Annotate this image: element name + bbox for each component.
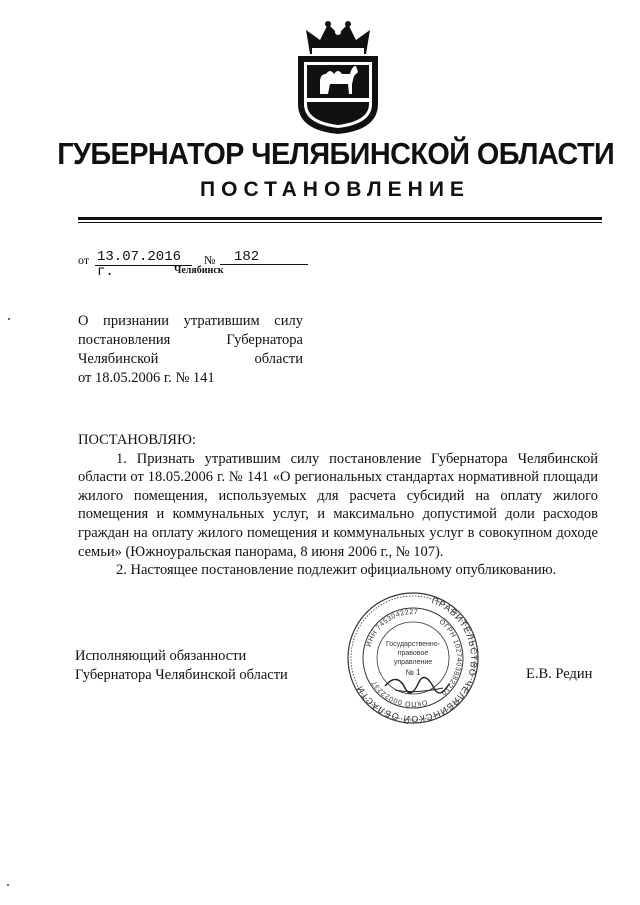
seal-inner-line: управление [393,659,433,666]
scan-speck [7,884,9,886]
decree-item-1: 1. Признать утратившим силу постановление Губернатора Челябинской области от 18.05.2006 г. № 141 «О региональных стандартах нормативной площади жилого помещения, используемых для расчета субсидий на оплату жилого помещения и коммунальных услуг, и максимально допустимой доли расходов граждан на оплату жилого помещения и коммунальных услуг в совокупном доходе семьи» (Южноуральская панорама, 8 июня 2006 г., № 107). [78,450,598,560]
signer-position [75,647,335,684]
seal-inner-line: № 1 [405,668,421,677]
seal-ogrn: ОГРН 1027403882210 [437,618,463,697]
seal-inn: ИНН 7453042227 [365,608,419,648]
date-number-row [78,249,378,280]
scan-speck [8,318,10,320]
date-prefix: от [78,253,90,267]
handwritten-signature [385,678,449,693]
document-body [78,431,598,580]
decree-item-2: 2. Настоящее постановление подлежит официальному опубликованию. [116,562,557,579]
document-city: Челябинск [174,265,224,276]
seal-inner-line: правовое [397,650,429,657]
seal-outer-text: ПРАВИТЕЛЬСТВО ЧЕЛЯБИНСКОЙ ОБЛАСТИ [354,595,480,725]
decree-word: ПОСТАНОВЛЯЮ: [78,432,196,448]
subject-line: от 18.05.2006 г. № 141 [78,370,215,386]
document-date: 13.07.2016 г. [95,250,192,266]
signer-position-line: Исполняющий обязанности [75,648,247,664]
coat-of-arms-icon [290,18,386,136]
signer-name: Е.В. Редин [526,666,593,682]
subject-line: постановления Губернатора [78,332,303,348]
document-header-title: ГУБЕРНАТОР ЧЕЛЯБИНСКОЙ ОБЛАСТИ [57,136,615,171]
seal-stamp-icon [345,590,481,726]
subject-line: О признании утратившим силу [78,313,303,329]
header-rule-thick [78,217,602,220]
document-type: ПОСТАНОВЛЕНИЕ [200,178,470,201]
svg-text:ОГРН 1027403882210 [438,618,462,696]
subject-line: Челябинской области [78,351,303,367]
number-prefix: № [204,253,216,267]
signer-position-line: Губернатора Челябинской области [75,666,288,683]
document-number: 182 [220,250,308,265]
document-subject [78,312,303,388]
seal-inner-line: Государственно- [385,641,441,648]
header-rule-thin [78,222,602,223]
seal-okpo: ОКПО 00022237 [370,679,428,708]
